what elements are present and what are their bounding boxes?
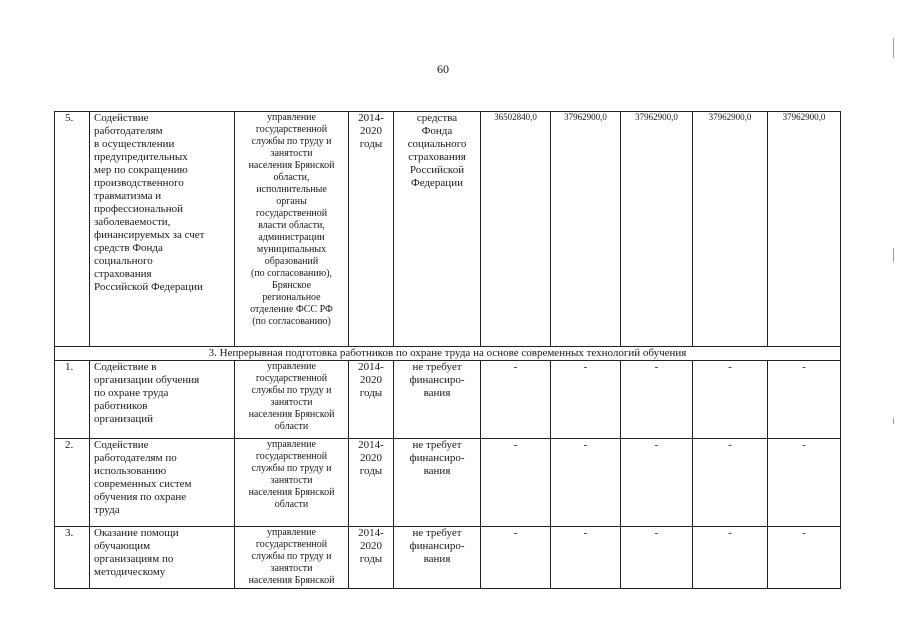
amount-cell: 37962900,0 (693, 112, 768, 347)
row-number: 1. (55, 361, 90, 439)
funding-source-text: не требует финансиро- вания (394, 439, 481, 527)
amount-cell: - (768, 361, 841, 439)
period-text: 2014- 2020 годы (349, 439, 394, 527)
amount-cell: 37962900,0 (768, 112, 841, 347)
scan-artifact-line (893, 248, 894, 262)
executor-text: управление государственной службы по труду и занятости населения Брянской области (235, 361, 349, 439)
measure-text: Содействие работодателям в осуществлении предупредительных мер по сокращению производственного травматизма и профессиональной заболеваемости, финансируемых за счет средств Фонда социального страхования Российской Федерации (90, 112, 235, 347)
amount-cell: 37962900,0 (621, 112, 693, 347)
executor-text: управление государственной службы по труду и занятости населения Брянской (235, 527, 349, 589)
funding-source-text: средства Фонда социального страхования Российской Федерации (394, 112, 481, 347)
amount-cell: - (693, 439, 768, 527)
executor-text: управление государственной службы по труду и занятости населения Брянской области (235, 439, 349, 527)
amount-cell: - (621, 439, 693, 527)
scan-artifact-line (893, 418, 894, 424)
amount-cell: - (768, 439, 841, 527)
amount-cell: 37962900,0 (551, 112, 621, 347)
executor-text: управление государственной службы по труду и занятости населения Брянской области, исполнительные органы государственной власти области, администрации муниципальных образований (по согласованию), Брянское региональное отделение ФСС РФ (по согласованию) (235, 112, 349, 347)
amount-cell: - (551, 439, 621, 527)
amount-cell: - (551, 361, 621, 439)
row-number: 3. (55, 527, 90, 589)
row-number: 2. (55, 439, 90, 527)
period-text: 2014- 2020 годы (349, 361, 394, 439)
funding-source-text: не требует финансиро- вания (394, 527, 481, 589)
table-row (55, 527, 841, 589)
funding-source-text: не требует финансиро- вания (394, 361, 481, 439)
amount-cell: - (693, 361, 768, 439)
page-number: 60 (437, 62, 449, 76)
amount-cell: - (481, 361, 551, 439)
amount-cell: 36502840,0 (481, 112, 551, 347)
amount-cell: - (768, 527, 841, 589)
program-measures-table (54, 111, 841, 589)
measure-text: Оказание помощи обучающим организациям по методическому (90, 527, 235, 589)
measure-text: Содействие работодателям по использованию современных систем обучения по охране труда (90, 439, 235, 527)
table-row (55, 361, 841, 439)
measure-text: Содействие в организации обучения по охране труда работников организаций (90, 361, 235, 439)
amount-cell: - (481, 527, 551, 589)
table-row (55, 112, 841, 347)
amount-cell: - (693, 527, 768, 589)
table-row (55, 439, 841, 527)
amount-cell: - (621, 527, 693, 589)
amount-cell: - (551, 527, 621, 589)
scan-artifact-line (893, 38, 894, 58)
amount-cell: - (621, 361, 693, 439)
section-title: 3. Непрерывная подготовка работников по охране труда на основе современных технологий обучения (55, 347, 841, 361)
period-text: 2014- 2020 годы (349, 112, 394, 347)
row-number: 5. (55, 112, 90, 347)
period-text: 2014- 2020 годы (349, 527, 394, 589)
amount-cell: - (481, 439, 551, 527)
section-heading-row (55, 347, 841, 361)
